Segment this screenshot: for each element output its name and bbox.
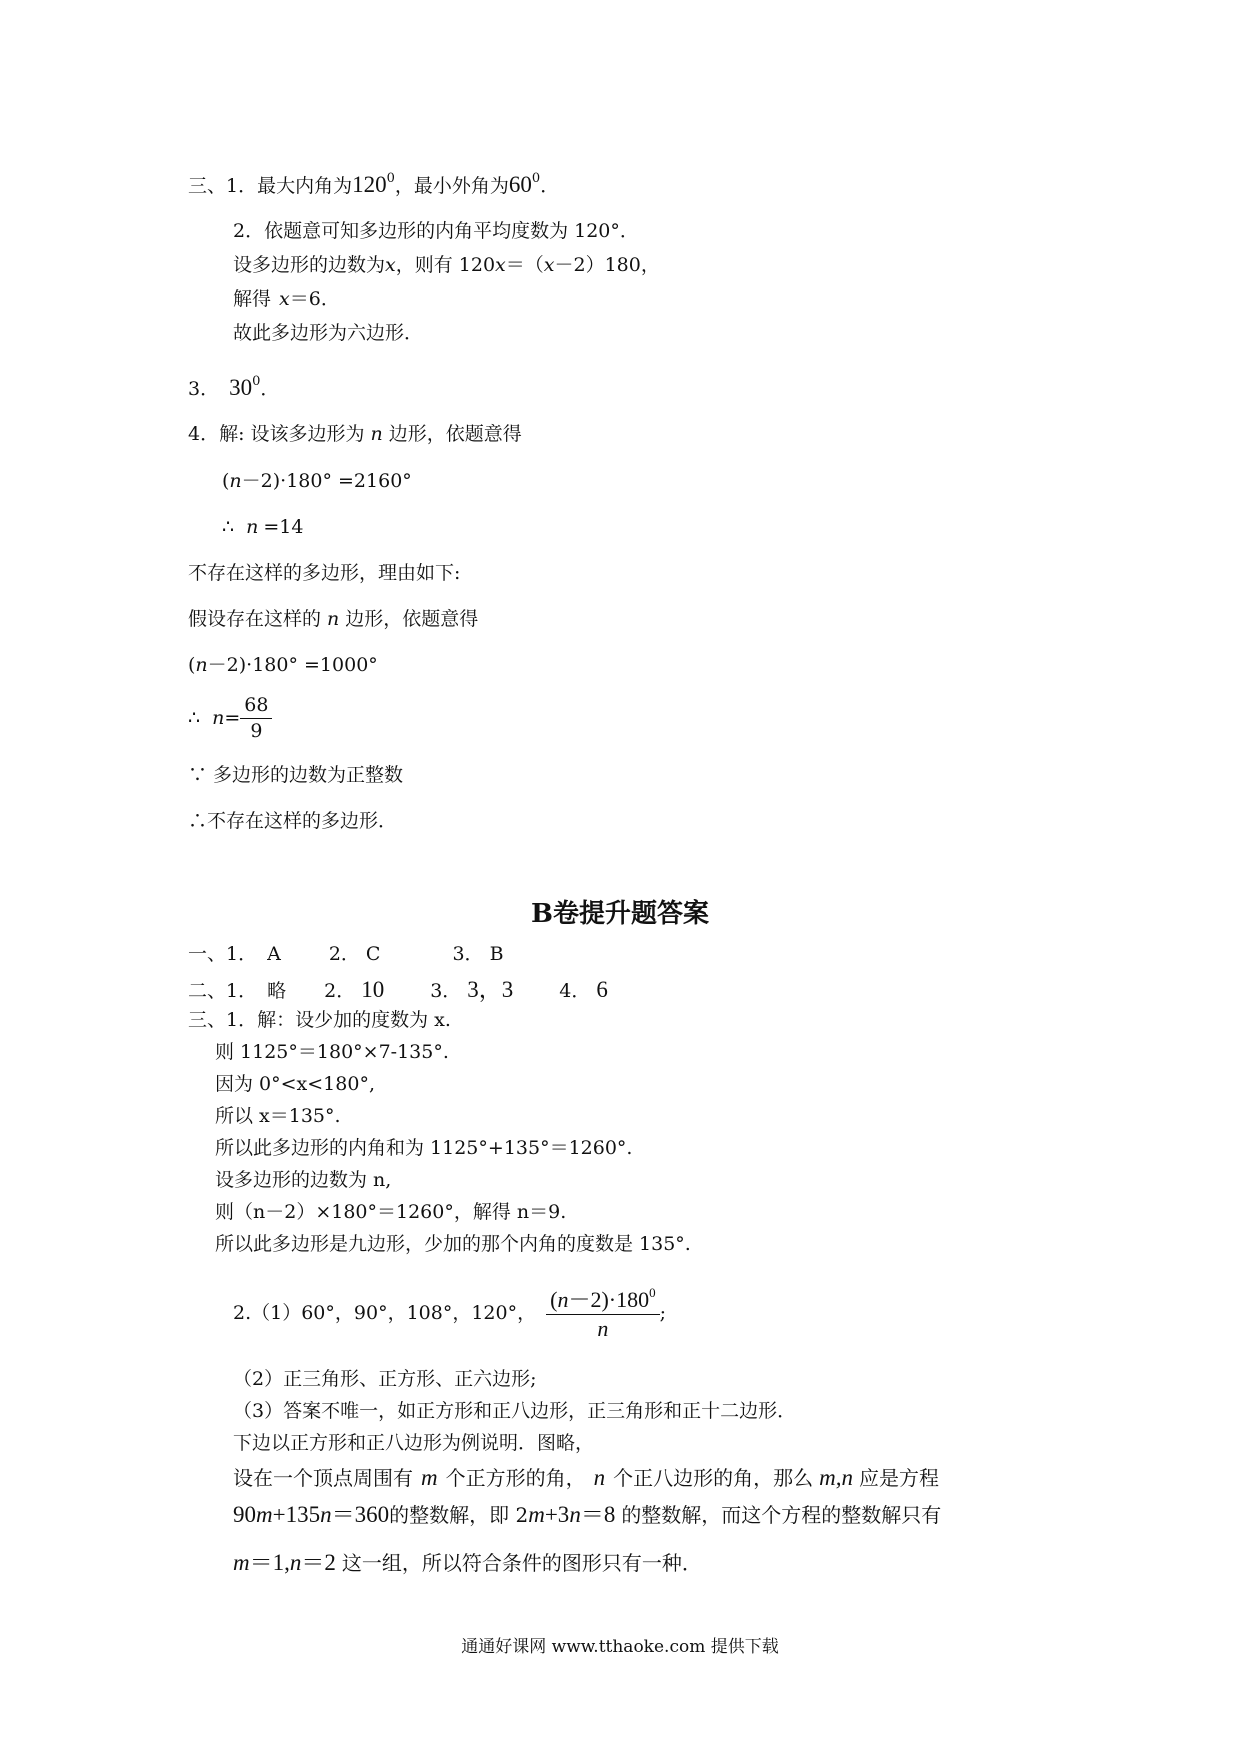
- var-n: n: [212, 707, 225, 729]
- text: ，则有 120: [395, 254, 496, 276]
- text: 边形，依题意得: [345, 608, 479, 630]
- text: ＝360: [331, 1502, 390, 1527]
- partB-3-1-line-8: 所以此多边形是九边形，少加的那个内角的度数是 135°.: [215, 1233, 691, 1255]
- text: ＝6．: [289, 288, 340, 310]
- text: =: [224, 707, 241, 729]
- text: (: [550, 1287, 558, 1312]
- denominator: n: [597, 1316, 609, 1341]
- question-number: 2．: [328, 943, 360, 965]
- text: 个正八边形的角，那么: [613, 1466, 814, 1490]
- degree-mark: 0: [252, 374, 261, 389]
- value-120: 120: [352, 172, 387, 197]
- var-x: x: [385, 254, 396, 276]
- var-n: n: [569, 1502, 581, 1527]
- question-number: 3．: [452, 943, 484, 965]
- question-number: 3．: [188, 378, 220, 400]
- text: ;: [659, 1301, 666, 1324]
- text: 解得: [233, 288, 272, 310]
- text: 设多边形的边数为: [233, 254, 386, 276]
- answer-3-1: [188, 172, 559, 196]
- partB-3-2-line-5: [233, 1466, 939, 1489]
- partB-3-1-line-4: 所以 x＝135°.: [215, 1105, 341, 1127]
- var-n: n: [320, 1502, 332, 1527]
- text: +135: [272, 1502, 321, 1527]
- text: 这一组，所以符合条件的图形只有一种．: [341, 1551, 702, 1575]
- var-m: m: [256, 1502, 273, 1527]
- answer-3-2-line-4: 故此多边形为六边形．: [233, 322, 424, 344]
- var-n: n: [195, 654, 208, 676]
- fraction-68-9: [240, 696, 272, 741]
- partB-3-1-line-5: 所以此多边形的内角和为 1125°+135°＝1260°.: [215, 1137, 633, 1159]
- question-number: 4．: [559, 980, 591, 1002]
- text: 边形，依题意得: [388, 423, 522, 445]
- answer: A: [267, 943, 281, 965]
- answer-3-2-line-2: [233, 256, 660, 275]
- therefore-symbol: ∴: [222, 516, 235, 538]
- text: －2)·180: [568, 1287, 650, 1312]
- partB-3-2-line-1: [233, 1286, 666, 1340]
- degree-mark: 0: [531, 171, 541, 186]
- text: 的整数解，即 2: [389, 1503, 529, 1527]
- text: =14: [263, 516, 304, 538]
- answer: 略: [267, 980, 287, 1002]
- text: 应是方程: [859, 1466, 939, 1490]
- var-m: m: [233, 1550, 250, 1575]
- degree-mark: 0: [386, 171, 395, 186]
- answer-3-2-line-3: [233, 290, 340, 309]
- answer-3-2-line-1: 2．依题意可知多边形的内角平均度数为 120°．: [233, 220, 639, 242]
- var-n: n: [557, 1287, 569, 1312]
- text: 2.（1）60°，90°，108°，120°，: [233, 1301, 537, 1324]
- var-n: n: [246, 516, 259, 538]
- denominator: 9: [250, 720, 263, 742]
- question-number: 一、1．: [188, 943, 258, 965]
- answer-3-4-eq-2: [188, 656, 378, 675]
- var-m-n: m,n: [819, 1465, 853, 1490]
- var-n: n: [289, 1550, 302, 1575]
- text: ＝1,: [249, 1550, 290, 1575]
- therefore-symbol: ∴: [188, 707, 201, 729]
- answer-3-4-line-9: ∴不存在这样的多边形．: [188, 810, 398, 832]
- partB-3-1-line-3: 因为 0°<x<180°,: [215, 1073, 375, 1095]
- numerator: [546, 1286, 659, 1315]
- partB-3-2-line-6: [233, 1503, 941, 1526]
- text: 90: [233, 1502, 256, 1527]
- text: ，最小外角为: [394, 175, 509, 197]
- answer: C: [365, 943, 381, 965]
- var-m: m: [421, 1465, 438, 1490]
- text: 个正方形的角，: [445, 1466, 586, 1490]
- var-n: n: [593, 1465, 606, 1490]
- text: ＝2: [301, 1550, 336, 1575]
- partB-3-2-line-4: 下边以正方形和正八边形为例说明．图略，: [233, 1432, 595, 1454]
- text: －2）180，: [554, 254, 660, 276]
- var-x: x: [495, 254, 506, 276]
- partB-3-1-line-2: 则 1125°＝180°×7-135°.: [215, 1041, 449, 1063]
- text: (: [222, 470, 230, 492]
- answer-3-4-eq-1: [222, 472, 412, 491]
- text: (: [188, 654, 196, 676]
- partB-section-2: [188, 978, 608, 1001]
- answer: 10: [361, 977, 385, 1002]
- question-number: 二、1．: [188, 980, 258, 1002]
- numerator: 68: [240, 696, 272, 719]
- text: ．: [540, 175, 560, 197]
- answer-3-4-result-2: [188, 696, 272, 741]
- question-number: 3．: [430, 980, 462, 1002]
- text: 最大内角为: [257, 175, 353, 197]
- var-n: n: [327, 608, 340, 630]
- var-n: n: [370, 423, 383, 445]
- var-x: x: [279, 288, 290, 310]
- section-title: B卷提升题答案: [531, 899, 709, 929]
- answer: 6: [596, 977, 608, 1002]
- degree-mark: 0: [649, 1285, 656, 1300]
- text: 4．解: 设该多边形为: [188, 423, 365, 445]
- text: －2)·180° =1000°: [207, 654, 378, 676]
- answer-3-3: [188, 375, 279, 399]
- text: +3: [544, 1502, 570, 1527]
- text: ＝（: [505, 254, 544, 276]
- text: ＝8: [580, 1502, 616, 1527]
- partB-3-2-line-2: （2）正三角形、正方形、正六边形;: [233, 1368, 537, 1390]
- text: －2)·180° =2160°: [241, 470, 412, 492]
- answer: B: [489, 943, 504, 965]
- answer-3-4-line-4: 不存在这样的多边形，理由如下:: [188, 562, 461, 584]
- question-number: 2．: [324, 980, 356, 1002]
- text: 假设存在这样的: [188, 608, 322, 630]
- var-m: m: [528, 1502, 545, 1527]
- text: ．: [260, 378, 280, 400]
- answer-3-4-result-1: [222, 518, 303, 537]
- value-60: 60: [508, 172, 532, 197]
- var-n: n: [229, 470, 242, 492]
- answer-3-4-line-1: [188, 425, 522, 444]
- partB-3-1-line-7: 则（n－2）×180°＝1260°，解得 n＝9.: [215, 1201, 567, 1223]
- partB-section-1: [188, 945, 504, 964]
- question-number: 三、1．: [188, 175, 258, 197]
- answer-3-4-line-8: ∵ 多边形的边数为正整数: [188, 764, 404, 786]
- partB-3-2-line-7: [233, 1551, 702, 1574]
- value-30: 30: [229, 375, 253, 400]
- answer-3-4-line-5: [188, 610, 478, 629]
- var-x: x: [543, 254, 555, 276]
- text: 的整数解，而这个方程的整数解只有: [621, 1503, 942, 1527]
- partB-3-2-line-3: （3）答案不唯一，如正方形和正八边形，正三角形和正十二边形．: [233, 1400, 797, 1422]
- fraction-formula: [546, 1286, 659, 1340]
- answer: 3，3: [467, 977, 514, 1002]
- page-footer: 通通好课网 www.tthaoke.com 提供下载: [461, 1637, 779, 1657]
- partB-3-1-line-6: 设多边形的边数为 n,: [215, 1169, 392, 1191]
- text: 设在一个顶点周围有: [233, 1466, 413, 1490]
- partB-3-1-line-1: 三、1．解：设少加的度数为 x.: [188, 1009, 451, 1031]
